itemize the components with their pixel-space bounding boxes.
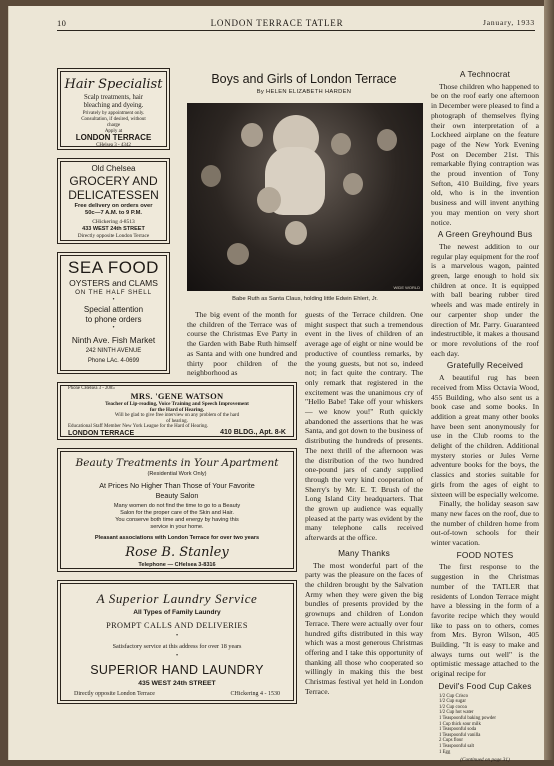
ad-title: DELICATESSEN [68, 188, 159, 202]
ad-address: 242 NINTH AVENUE [85, 348, 142, 354]
ad-address: 410 BLDG., Apt. 8-K [220, 429, 286, 436]
ad-phone: CHickering 4 - 1530 [230, 691, 280, 697]
ad-beauty [57, 448, 297, 572]
article-title: Boys and Girls of London Terrace [211, 72, 397, 86]
recipe-ingredients [431, 694, 539, 756]
article-photo [187, 103, 423, 291]
child-face [331, 133, 351, 155]
ad-line: All Types of Family Laundry [133, 609, 221, 616]
ad-phone: CHickering 4-8513 [92, 219, 135, 225]
child-face [201, 165, 221, 187]
recipe-ingredient: 1 Teaspoonful vanilla [439, 732, 481, 738]
ad-line: OYSTERS and CLAMS [69, 278, 158, 288]
recipe-ingredient: 1 Teaspoonful soda [439, 727, 477, 733]
publication-header: LONDON TERRACE TATLER [210, 18, 344, 28]
recipe-ingredient: 1/2 Cup cocoa [439, 704, 467, 710]
ad-line: Apply at [104, 129, 123, 134]
ad-line: Many women do not find the time to go to a Beauty [113, 503, 241, 509]
article-paragraph: A beautiful rug has been received from Miss Octavia Wood, 455 Building, who also sent us a book case and some books. In addition a great many other books have been sent anonymously for use in the Club rooms to the delight of the children. Additional mystery stories or Jules Verne adventure books for the boys, the classics and stories suitable for girls from the ages of eight to sixteen will be especially welcome. [431, 373, 539, 499]
ad-title: SEA FOOD [68, 258, 159, 277]
article-paragraph: Those children who happened to be on the roof early one afternoon in December were pleased to find a photograph of themselves flying their own interpretation of a Lockheed airplane on the feature page of the New York Evening Post on December 21st. This remarkable flying contraption was the proud invention of Tony Sefton, 410 Building, five years old, who is in the invention business and will invent anything you may mention on very short notice. [431, 81, 539, 227]
ad-grocery [57, 158, 170, 244]
ad-line: Consultation, if desired, without [81, 117, 146, 122]
ad-name: Ninth Ave. Fish Market [71, 335, 156, 345]
recipe-ingredient: 1/2 Cup sugar [439, 699, 466, 705]
article-paragraph: The most wonderful part of the party was the pleasure on the faces of the children brought by the Salvation Army when they were given the big bundles of presents provided by the grownups and children of London Terrace. There were actually over four hundred gifts distributed in this way which was a most generous Christmas offering and I take this opportunity of thanking all those who cooperated so willingly in making this the best Christmas festival yet held in London Terrace. [305, 560, 423, 696]
ad-line: Old Chelsea [91, 164, 136, 173]
ad-address: 435 WEST 24th STREET [138, 680, 216, 687]
ad-title: A Superior Laundry Service [96, 591, 258, 606]
ad-line: charge [106, 123, 121, 128]
ad-hair-specialist [57, 68, 170, 150]
recipe-ingredient: 2 Cups flour [439, 738, 463, 744]
ad-line: 50c—7 A.M. to 9 P.M. [84, 210, 143, 216]
article-paragraph: The first response to the suggestion in the Christmas number of the TATLER that residents of London Terrace might have a blessing in the form of a favorite recipe which they would like to pass on to others, comes from Mrs. Byron Wilson, 405 Building. "It is easy to make and always turns out well" is the optimistic message attached to the original recipe for [431, 562, 539, 679]
ad-title: GROCERY AND [69, 174, 158, 188]
child-face [227, 243, 249, 265]
magazine-page [8, 6, 545, 764]
ad-title: Beauty Treatments in Your Apartment [75, 457, 279, 469]
recipe-ingredient: 1/2 Cup hot water [439, 710, 474, 716]
article-paragraph: guests of the Terrace children. One might suspect that such a tremendous event in the lives of children of an average age of eight or nine would be productive of countless remarks, by the young guests, but not so, indeed not; in fact quite the contrary. The only remark that registered in the excitement was the unanimous cry of "Hello Babe! Take off your whiskers — we know you!" Ruth quickly abandoned the assertions that he was Santa, and got down to the business of distributing the hundreds of presents. The next thrill of the afternoon was the distribution of the two hundred one-pound jars of candy supplied through the very kind cooperation of Sherry's by Mr. E. T. Brush of the Long Island City headquarters. That the grown up audience was equally pleased at the party was evident by the many telephone calls received afterwards at the office. [305, 310, 423, 543]
ad-line: You conserve both time and energy by having this [115, 517, 239, 523]
ad-line: bleaching and dyeing. [83, 102, 144, 109]
continued-note: (Continued on page 31) [460, 757, 510, 764]
page-number: 10 [57, 18, 67, 28]
ad-line: At Prices No Higher Than Those of Your Favorite [99, 481, 255, 490]
recipe-ingredient: 1 Teaspoonful baking powder [439, 715, 496, 721]
ad-line: to phone orders [85, 315, 142, 324]
ad-line: Beauty Salon [155, 491, 199, 500]
ad-dot: • [175, 633, 179, 639]
recipe-ingredient: 1 Teaspoonful salt [439, 743, 475, 749]
article-column-2 [305, 310, 423, 696]
ad-line: Satisfactory service at this address for over 18 years [112, 643, 242, 650]
ad-phone: Telephone — CHelsea 3-8316 [138, 562, 216, 568]
ad-line: Directly opposite London Terrace [77, 233, 150, 239]
ad-address: 433 WEST 24th STREET [82, 226, 145, 232]
section-heading-technocrat: A Technocrat [459, 69, 511, 79]
child-face [241, 123, 263, 147]
ad-line: for the Hard of Hearing. [149, 407, 205, 413]
article-column-1 [187, 310, 297, 378]
ad-line: Directly opposite London Terrace [74, 691, 155, 697]
ad-line: (Residential Work Only) [147, 471, 207, 477]
header-rule [57, 30, 535, 31]
article-paragraph: Finally, the holiday season saw many new faces on the roof, due to the number of children home from out-of-town schools for their winter vacation. [431, 499, 539, 548]
article-byline: By HELEN ELIZABETH HARDEN [256, 89, 352, 95]
ad-line: Privately by appointment only. [82, 111, 145, 116]
ad-title: Hair Specialist [64, 77, 163, 92]
section-heading-bus: A Green Greyhound Bus [437, 229, 533, 240]
recipe-ingredient: 1 Cup thick sour milk [439, 721, 481, 727]
ad-name: Rose B. Stanley [125, 545, 229, 560]
ad-dot: • [112, 325, 115, 331]
ad-name: MRS. 'GENE WATSON [130, 391, 224, 401]
ad-line: service in your home. [150, 524, 204, 530]
section-heading-food-notes: FOOD NOTES [456, 549, 514, 560]
child-face [343, 173, 363, 195]
child-face [377, 129, 397, 151]
ad-line: Free delivery on orders over [74, 203, 153, 209]
edwin-face [285, 221, 307, 245]
issue-date: January, 1933 [483, 18, 535, 27]
ad-watson [57, 382, 297, 440]
photo-caption: Babe Ruth as Santa Claus, holding little Edwin Ehlert, Jr. [232, 296, 378, 302]
ad-line: Will be glad to give free interview on any problem of the hard [114, 413, 240, 418]
child-face [257, 187, 281, 213]
ad-line: ON THE HALF SHELL [75, 289, 152, 296]
section-heading-many-thanks: Many Thanks [338, 547, 390, 558]
ad-line: Pleasant associations with London Terrace for over two years [94, 535, 260, 541]
ad-phone: Phone LAc. 4-0699 [87, 358, 140, 364]
ad-laundry [57, 580, 297, 704]
ad-line: Salon for the proper care of the Skin and Hair. [120, 510, 234, 516]
ad-name: SUPERIOR HAND LAUNDRY [90, 663, 264, 677]
ad-name: LONDON TERRACE [75, 133, 152, 142]
photo-credit: WIDE WORLD [393, 285, 420, 290]
article-paragraph: The big event of the month for the children of the Terrace was of course the Christmas Eve Party in the Garden with Babe Ruth himself as Santa and with one hundred and thirty poor children of the neighborhood as [187, 310, 297, 378]
ad-seafood [57, 252, 170, 374]
ad-line: PROMPT CALLS AND DELIVERIES [106, 621, 248, 630]
binding-edge [544, 0, 554, 760]
ad-line: Teacher of Lip-reading, Voice Training and Speech Improvement [105, 401, 249, 407]
ad-line: Educational Staff Member New York League for the Hard of Hearing. [68, 424, 209, 429]
ad-line: Scalp treatments, hair [83, 94, 144, 101]
recipe-ingredient: 1 Egg [439, 749, 451, 755]
ad-phone: CHelsea 3 - 4342 [96, 143, 131, 148]
ad-dot: • [175, 653, 179, 659]
ad-line: Special attention [83, 305, 144, 314]
article-column-3 [431, 68, 539, 766]
ad-location: LONDON TERRACE [68, 430, 135, 437]
ad-phone: Phone CHelsea 3 - 2085 [68, 386, 115, 391]
ad-dot: • [112, 297, 115, 303]
recipe-ingredient: 1/2 Cup Crisco [439, 693, 469, 699]
ad-line: of hearing. [166, 419, 188, 424]
article-paragraph: The newest addition to our regular play equipment for the roof is a marvelous wagon, painted green, large enough to hold six children at once. It is equipped with ball bearing rubber tired wheels and was made entirely in our carpenter shop under the direction of Mr. Parry. Guaranteed indestructible, it makes a thousand or more revolutions of the roof each day. [431, 241, 539, 358]
recipe-title: Devil's Food Cup Cakes [438, 680, 532, 691]
section-heading-grateful: Gratefully Received [446, 360, 524, 371]
